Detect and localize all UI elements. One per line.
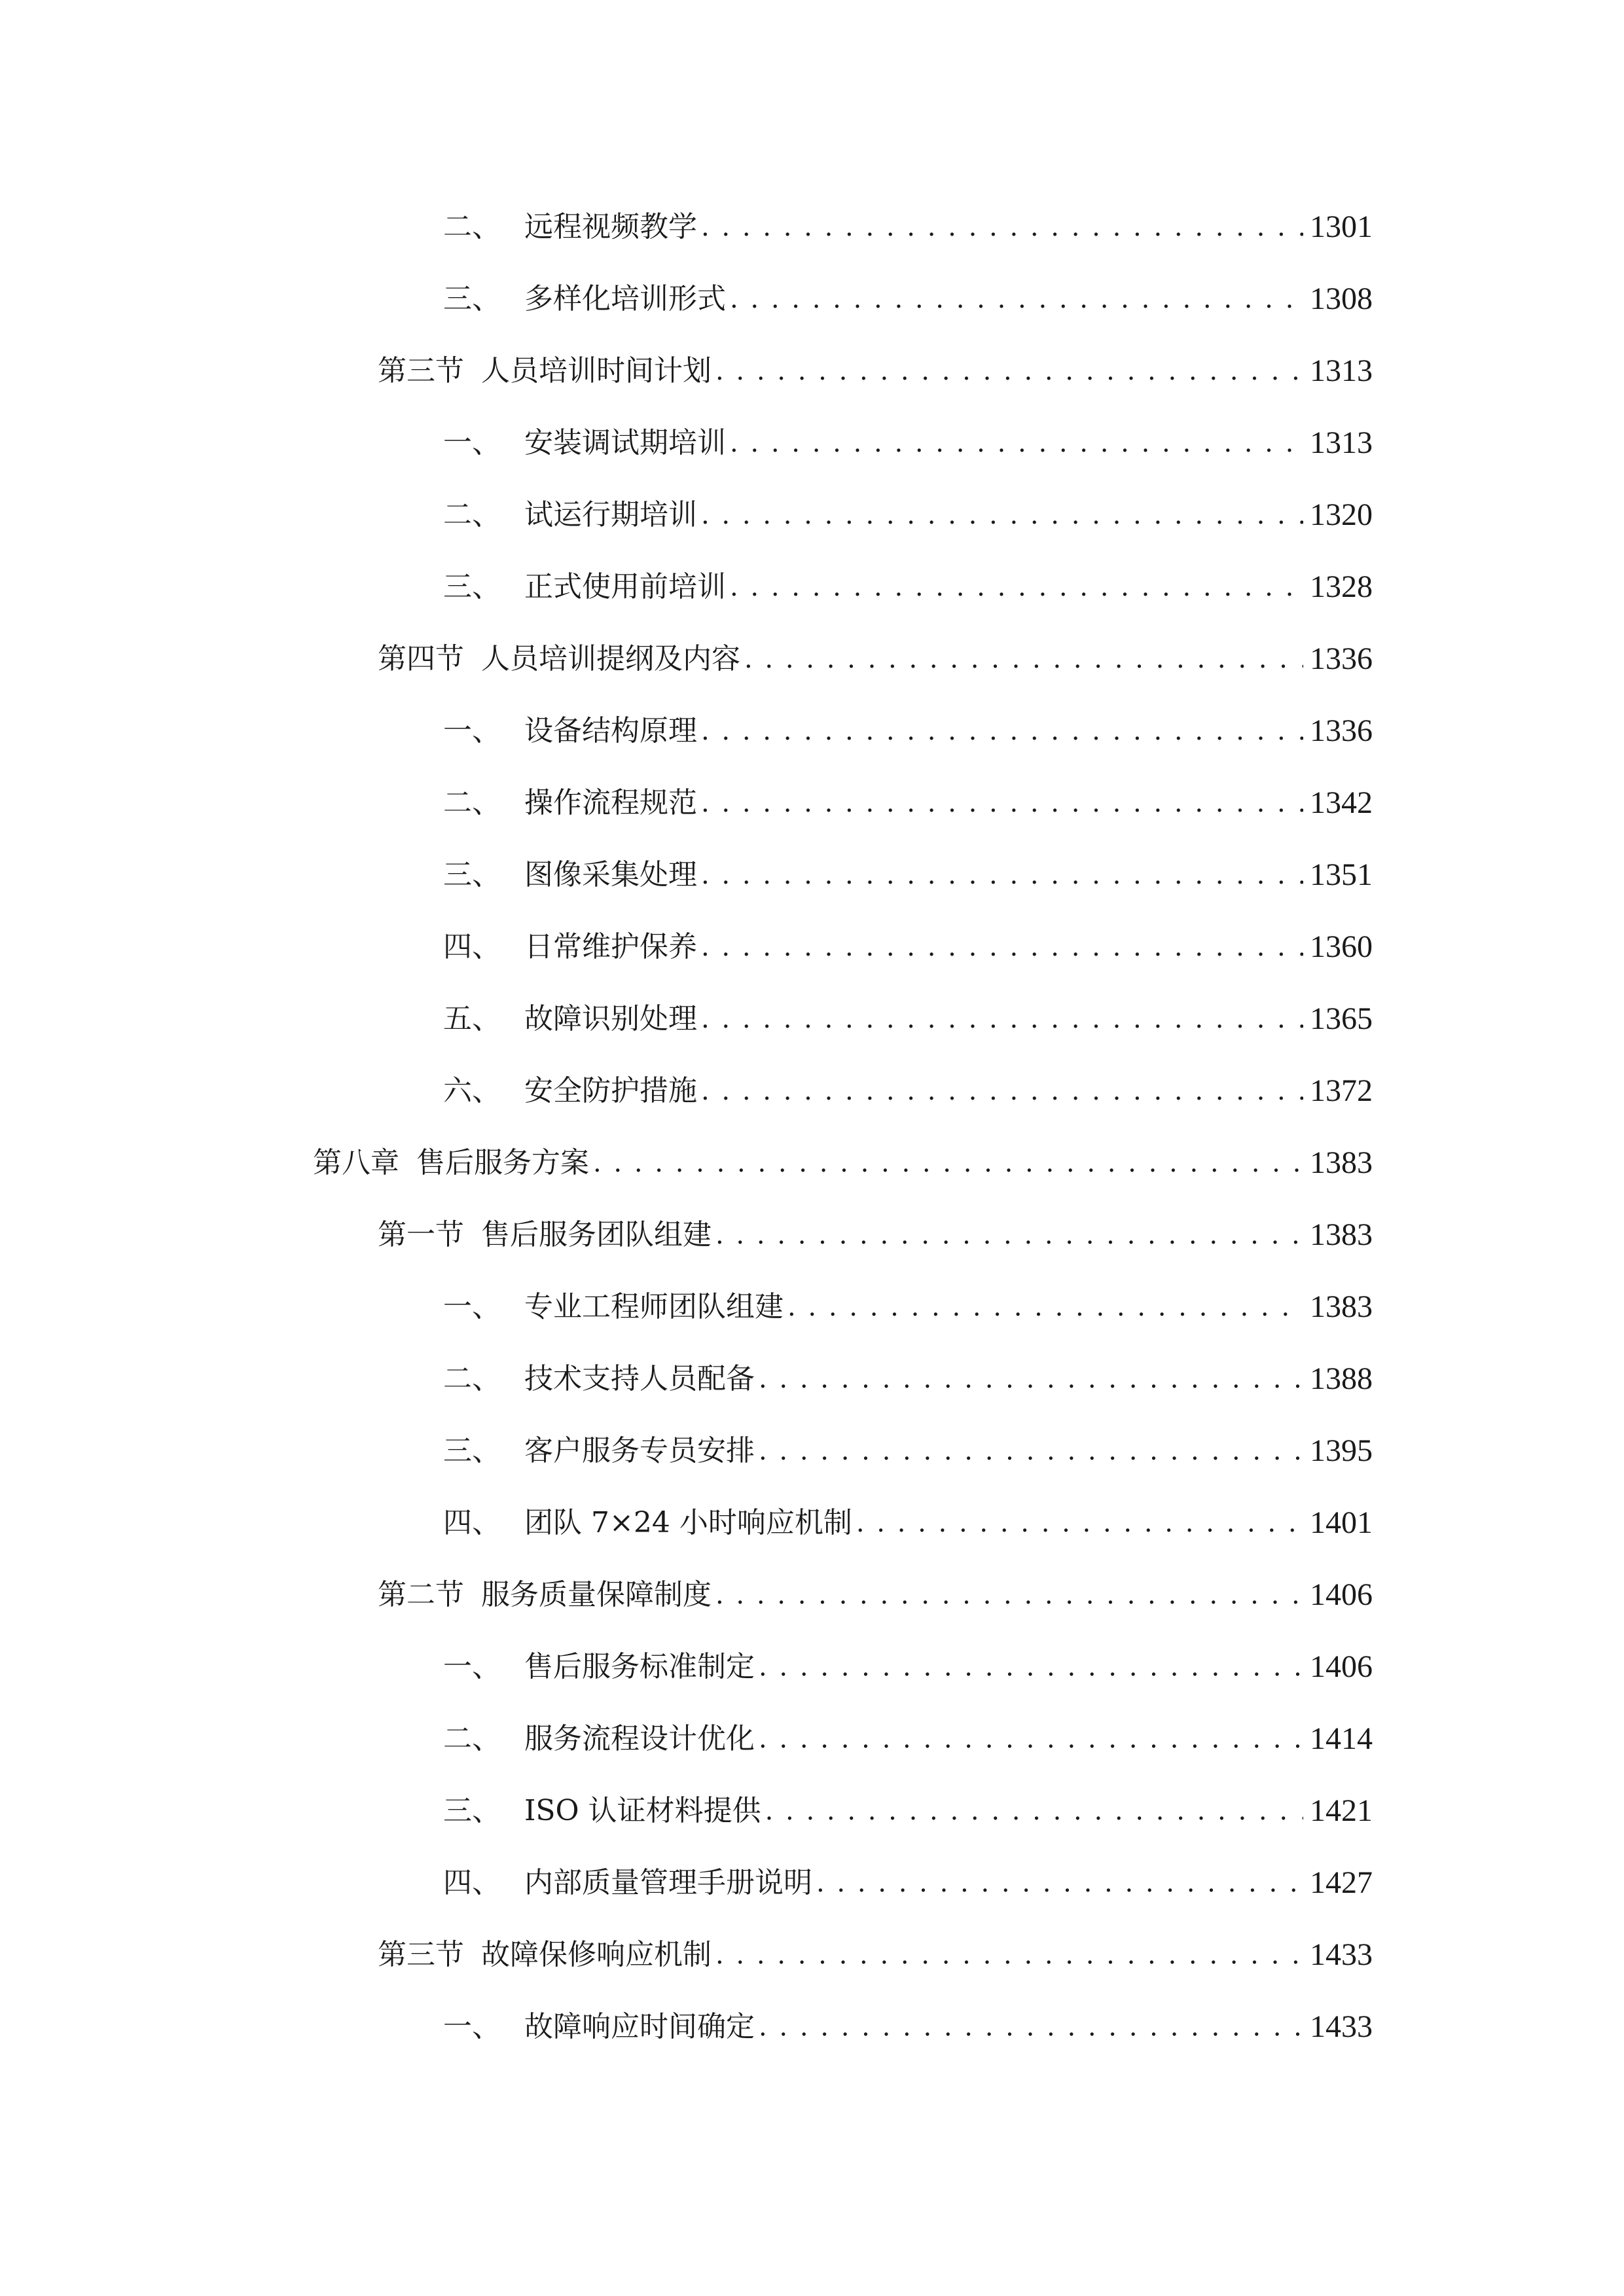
entry-number: 二、 [443,498,501,531]
entry-number: 一、 [443,426,501,459]
page-number: 1433 [1310,2009,1373,2044]
entry-number: 一、 [443,714,501,747]
entry-title: 人员培训提纲及内容 [481,642,740,675]
entry-number: 四、 [443,1506,501,1539]
toc-entry[interactable] [0,345,1624,397]
entry-title: 日常维护保养 [524,930,697,963]
dot-leader [730,417,1303,469]
entry-title: 团队 7×24 小时响应机制 [524,1506,852,1539]
entry-title: 售后服务标准制定 [524,1650,755,1683]
entry-number: 四、 [443,930,501,963]
entry-number: 一、 [443,1650,501,1683]
page-number: 1372 [1310,1073,1373,1108]
toc-entry[interactable] [0,1857,1624,1909]
toc-entry[interactable] [0,273,1624,325]
entry-title: 内部质量管理手册说明 [524,1866,812,1899]
entry-title: 专业工程师团队组建 [524,1290,784,1323]
entry-title: 技术支持人员配备 [524,1362,755,1395]
dot-leader [744,633,1303,685]
dot-leader [765,1785,1303,1837]
page-number: 1365 [1310,1001,1373,1036]
entry-title: 故障识别处理 [524,1002,697,1035]
entry-number: 第三节 [378,1938,464,1971]
page-number: 1433 [1310,1937,1373,1972]
toc-entry[interactable] [0,1137,1624,1189]
toc-entry[interactable] [0,1425,1624,1477]
entry-title: 远程视频教学 [524,210,697,243]
dot-leader [759,1641,1303,1693]
toc-entry[interactable] [0,2001,1624,2053]
toc-entry[interactable] [0,993,1624,1045]
toc-entry[interactable] [0,633,1624,685]
entry-title: 售后服务方案 [416,1146,589,1179]
entry-title: 客户服务专员安排 [524,1434,755,1467]
dot-leader [701,201,1303,253]
page-number: 1383 [1310,1289,1373,1324]
toc-entry[interactable] [0,1785,1624,1837]
dot-leader [701,1065,1303,1117]
toc-entry[interactable] [0,1065,1624,1117]
entry-number: 一、 [443,1290,501,1323]
toc-entry[interactable] [0,921,1624,973]
page-number: 1421 [1310,1793,1373,1828]
dot-leader [787,1281,1303,1333]
dot-leader [701,705,1303,757]
entry-title: ISO 认证材料提供 [524,1794,761,1827]
page-number: 1427 [1310,1865,1373,1900]
page-number: 1406 [1310,1577,1373,1612]
page-number: 1406 [1310,1649,1373,1684]
entry-number: 二、 [443,1362,501,1395]
entry-title: 故障响应时间确定 [524,2010,755,2043]
toc-entry[interactable] [0,201,1624,253]
page-number: 1383 [1310,1145,1373,1180]
entry-title: 人员培训时间计划 [481,354,712,387]
dot-leader [701,849,1303,901]
page-number: 1301 [1310,209,1373,244]
dot-leader [701,777,1303,829]
page-number: 1395 [1310,1433,1373,1468]
dot-leader [759,1713,1303,1765]
entry-number: 三、 [443,1434,501,1467]
page-number: 1383 [1310,1217,1373,1252]
page-number: 1351 [1310,857,1373,892]
entry-title: 服务质量保障制度 [481,1578,712,1611]
entry-title: 服务流程设计优化 [524,1722,755,1755]
page-number: 1360 [1310,929,1373,964]
entry-number: 二、 [443,210,501,243]
entry-number: 第二节 [378,1578,464,1611]
page-number: 1342 [1310,785,1373,820]
dot-leader [759,2001,1303,2053]
page-number: 1388 [1310,1361,1373,1396]
entry-number: 三、 [443,570,501,603]
toc-entry[interactable] [0,1929,1624,1981]
entry-number: 第一节 [378,1218,464,1251]
toc-entry[interactable] [0,849,1624,901]
toc-entry[interactable] [0,1353,1624,1405]
entry-title: 图像采集处理 [524,858,697,891]
entry-number: 三、 [443,858,501,891]
entry-number: 第四节 [378,642,464,675]
dot-leader [715,345,1303,397]
dot-leader [715,1929,1303,1981]
entry-number: 四、 [443,1866,501,1899]
dot-leader [701,921,1303,973]
dot-leader [816,1857,1303,1909]
entry-number: 第三节 [378,354,464,387]
entry-title: 安装调试期培训 [524,426,726,459]
entry-title: 试运行期培训 [524,498,697,531]
dot-leader [715,1569,1303,1621]
entry-number: 一、 [443,2010,501,2043]
page-number: 1336 [1310,713,1373,748]
page-number: 1328 [1310,569,1373,604]
entry-number: 三、 [443,1794,501,1827]
page-number: 1313 [1310,353,1373,388]
toc-entry[interactable] [0,1497,1624,1549]
page-number: 1414 [1310,1721,1373,1756]
dot-leader [759,1353,1303,1405]
entry-title: 售后服务团队组建 [481,1218,712,1251]
toc-entry[interactable] [0,1569,1624,1621]
page-number: 1313 [1310,425,1373,460]
entry-title: 安全防护措施 [524,1074,697,1107]
entry-number: 三、 [443,282,501,315]
entry-title: 正式使用前培训 [524,570,726,603]
entry-number: 六、 [443,1074,501,1107]
dot-leader [715,1209,1303,1261]
toc-entry[interactable] [0,417,1624,469]
toc-entry[interactable] [0,777,1624,829]
page-number: 1308 [1310,281,1373,316]
dot-leader [759,1425,1303,1477]
entry-title: 故障保修响应机制 [481,1938,712,1971]
toc-entry[interactable] [0,1641,1624,1693]
dot-leader [701,993,1303,1045]
page-number: 1320 [1310,497,1373,532]
toc-entry[interactable] [0,561,1624,613]
page-number: 1336 [1310,641,1373,676]
toc-entry[interactable] [0,1209,1624,1261]
dot-leader [701,489,1303,541]
entry-number: 第八章 [313,1146,399,1179]
dot-leader [730,273,1303,325]
page-number: 1401 [1310,1505,1373,1540]
toc-entry[interactable] [0,1713,1624,1765]
toc-entry[interactable] [0,705,1624,757]
entry-number: 五、 [443,1002,501,1035]
entry-title: 多样化培训形式 [524,282,726,315]
toc-entry[interactable] [0,489,1624,541]
entry-title: 设备结构原理 [524,714,697,747]
entry-number: 二、 [443,786,501,819]
dot-leader [730,561,1303,613]
entry-number: 二、 [443,1722,501,1755]
toc-entry[interactable] [0,1281,1624,1333]
dot-leader [593,1137,1303,1189]
dot-leader [856,1497,1303,1549]
entry-title: 操作流程规范 [524,786,697,819]
